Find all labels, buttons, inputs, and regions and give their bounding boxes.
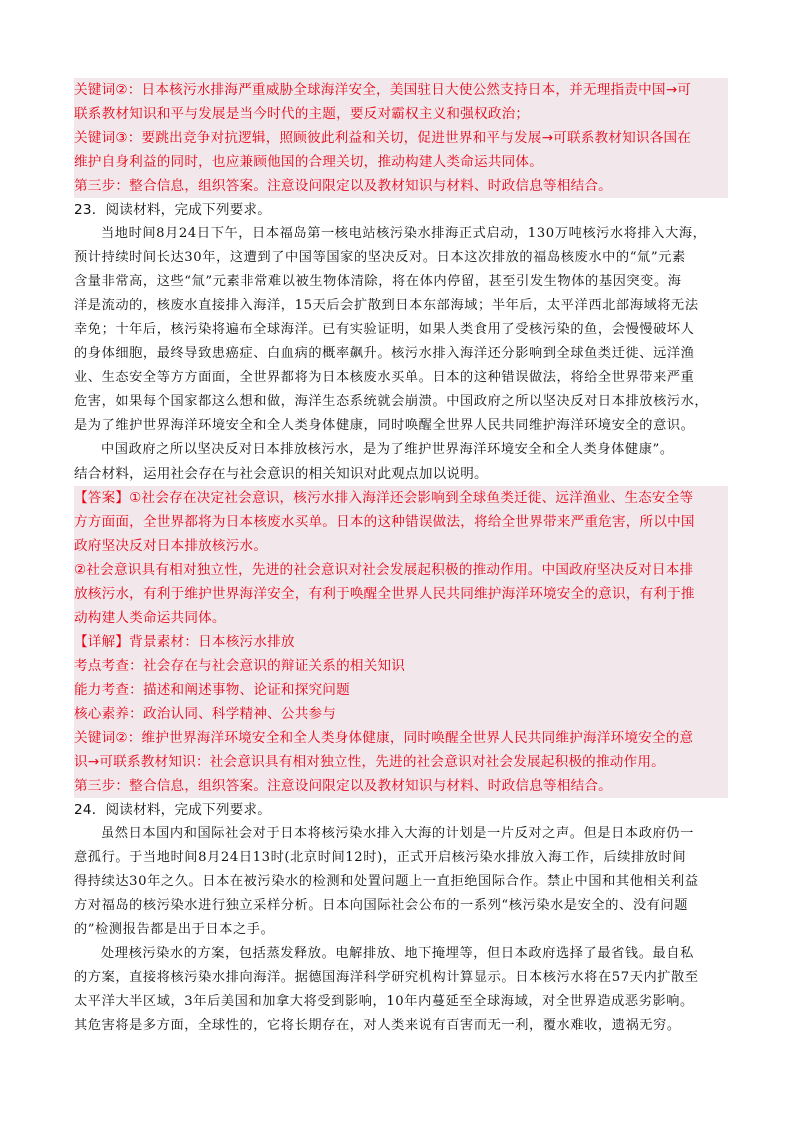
answer-line: 考点考查：社会存在与社会意识的辩证关系的相关知识 xyxy=(74,658,406,674)
material-line: 预计持续时间长达30年，这遭到了中国等国家的坚决反对。日本这次排放的福岛核废水中的“氚”元素 xyxy=(74,250,686,265)
question-task: 结合材料，运用社会存在与社会意识的相关知识对此观点加以说明。 xyxy=(74,466,488,482)
answer-line: 动构建人类命运共同体。 xyxy=(74,610,226,626)
answer-line: 关键词③：要跳出竞争对抗逻辑，照顾彼此利益和关切，促进世界和平与发展→可联系教材知识各国在 xyxy=(74,130,692,146)
material-line: 危害，如果每个国家都这么想和做，海洋生态系统就会崩溃。中国政府之所以坚决反对日本排放核污水， xyxy=(74,394,709,409)
material-line: 当地时间8月24日下午，日本福岛第一核电站核污染水排海正式启动，130万吨核污水将排入大海， xyxy=(101,226,707,241)
material-line: 的”检测报告都是出于日本之手。 xyxy=(74,922,275,937)
material-line: 幸免；十年后，核污染将遍布全球海洋。已有实验证明，如果人类食用了受核污染的鱼，会慢慢破坏人 xyxy=(74,322,695,337)
question-23 xyxy=(74,198,728,798)
material-line: 虽然日本国内和国际社会对于日本将核污染水排入大海的计划是一片反对之声。但是日本政府仍一 xyxy=(101,826,694,841)
material-text xyxy=(74,222,728,462)
material-line: 含量非常高，这些“氚”元素非常难以被生物体清除，将在体内停留，甚至引发生物体的基因突变。海 xyxy=(74,274,682,289)
material-line: 处理核污染水的方案，包括蒸发释放。电解排放、地下掩埋等，但日本政府选择了最省钱。最自私 xyxy=(101,946,694,961)
question-24 xyxy=(74,798,728,1038)
material-line: 洋是流动的，核废水直接排入海洋，15天后会扩散到日本东部海域；半年后，太平洋西北部海域将无法 xyxy=(74,298,699,313)
material-line: 的身体细胞，最终导致患癌症、白血病的概率飙升。核污水排入海洋还分影响到全球鱼类迁徙、远洋渔 xyxy=(74,346,695,361)
material-line: 其危害将是多方面，全球性的，它将长期存在，对人类来说有百害而无一利，覆水难收，遗祸无穷。 xyxy=(74,1018,681,1033)
answer-line: 维护自身利益的同时，也应兼顾他国的合理关切，推动构建人类命运共同体。 xyxy=(74,154,543,170)
material-line: 业、生态安全等方方面面，全世界都将为日本核废水买单。日本的这种错误做法，将给全世界带来严重 xyxy=(74,370,695,385)
previous-answer-block xyxy=(74,78,728,198)
answer-line: 方方面面，全世界都将为日本核废水买单。日本的这种错误做法，将给全世界带来严重危害，所以中国 xyxy=(74,514,695,530)
answer-line: 关键词②：日本核污水排海严重威胁全球海洋安全，美国驻日大使公然支持日本，并无理指责中国→可 xyxy=(74,82,692,98)
material-line: 的方案，直接将核污染水排向海洋。据德国海洋科学研究机构计算显示。日本核污水将在57天内扩散至 xyxy=(74,970,699,985)
answer-line: 联系教材知识和平与发展是当今时代的主题，要反对霸权主义和强权政治； xyxy=(74,106,530,122)
material-line: 太平洋大半区域，3年后美国和加拿大将受到影响，10年内蔓延至全球海域，对全世界造成恶劣影响。 xyxy=(74,994,694,1009)
material-line: 是为了维护世界海洋环境安全和全人类身体健康，同时唤醒全世界人民共同维护海洋环境安全的意识。 xyxy=(74,418,695,433)
answer-line: 第三步：整合信息，组织答案。注意设问限定以及教材知识与材料、时政信息等相结合。 xyxy=(74,778,612,794)
answer-line: 放核污水，有利于维护世界海洋安全，有利于唤醒全世界人民共同维护海洋环境安全的意识，有利于推 xyxy=(74,586,695,602)
answer-line: ②社会意识具有相对独立性，先进的社会意识对社会发展起积极的推动作用。中国政府坚决反对日本排 xyxy=(74,562,694,578)
material-line: 方对福岛的核污染水进行独立采样分析。日本向国际社会公布的一系列“核污染水是安全的、没有问题 xyxy=(74,898,688,913)
answer-block xyxy=(74,486,728,798)
answer-line: 关键词②：维护世界海洋环境安全和全人类身体健康，同时唤醒全世界人民共同维护海洋环境安全的意 xyxy=(74,730,694,746)
answer-line: 识→可联系教材知识：社会意识具有相对独立性，先进的社会意识对社会发展起积极的推动作用。 xyxy=(74,754,665,770)
quoted-viewpoint: 中国政府之所以坚决反对日本排放核污水，是为了维护世界海洋环境安全和全人类身体健康”。 xyxy=(101,442,674,457)
answer-line: 核心素养：政治认同、科学精神、公共参与 xyxy=(74,706,337,722)
material-line: 意孤行。于当地时间8月24日13时(北京时间12时)，正式开启核污染水排放入海工作，后续排放时间 xyxy=(74,850,687,865)
material-line: 得持续达30年之久。日本在被污染水的检测和处置问题上一直拒绝国际合作。禁止中国和其他相关利益 xyxy=(74,874,699,889)
material-text xyxy=(74,822,728,1038)
question-heading: 23．阅读材料，完成下列要求。 xyxy=(74,202,272,218)
answer-line: 【答案】①社会存在决定社会意识，核污水排入海洋还会影响到全球鱼类迁徙、远洋渔业、生态安全等 xyxy=(74,490,694,506)
answer-line: 第三步：整合信息，组织答案。注意设问限定以及教材知识与材料、时政信息等相结合。 xyxy=(74,178,612,194)
question-heading: 24．阅读材料，完成下列要求。 xyxy=(74,802,272,818)
answer-line: 【详解】背景素材：日本核污水排放 xyxy=(74,634,295,650)
answer-line: 能力考查：描述和阐述事物、论证和探究问题 xyxy=(74,682,350,698)
answer-line: 政府坚决反对日本排放核污水。 xyxy=(74,538,268,554)
